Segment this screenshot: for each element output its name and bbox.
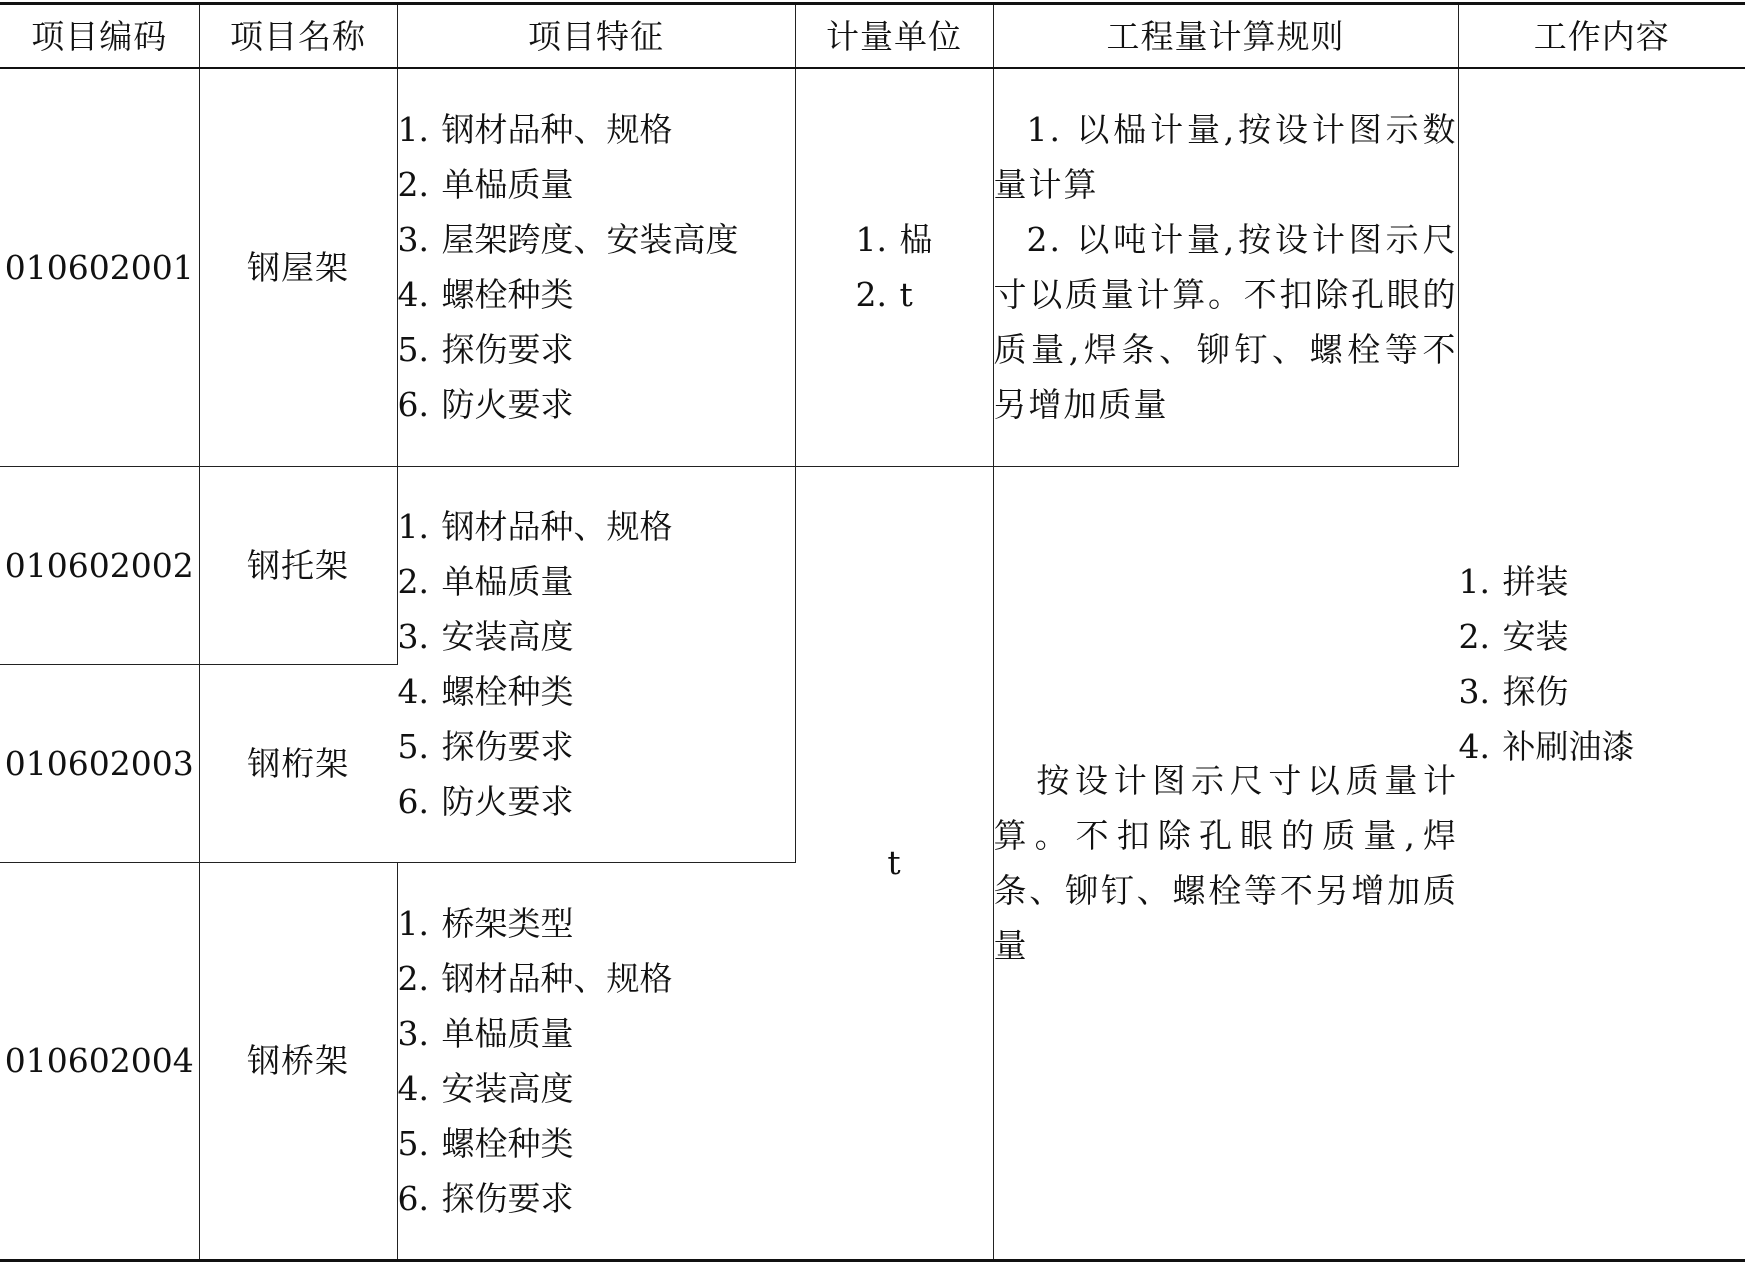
- work-list: [1459, 554, 1746, 774]
- rule-paragraph: 按设计图示尺寸以质量计算。不扣除孔眼的质量,焊条、铆钉、螺栓等不另增加质量: [993, 760, 1458, 965]
- list-item: 2. t: [855, 275, 913, 315]
- list-item: 2. 单榀质量: [397, 165, 574, 205]
- item-code: 010602002: [0, 466, 199, 664]
- header-unit: 计量单位: [795, 4, 993, 69]
- list-item: 5. 探伤要求: [397, 330, 574, 370]
- rule-paragraph: 2. 以吨计量,按设计图示尺寸以质量计算。不扣除孔眼的质量,焊条、铆钉、螺栓等不另增加质量: [993, 220, 1458, 425]
- list-item: 6. 探伤要求: [397, 1178, 574, 1218]
- list-item: 6. 防火要求: [397, 782, 574, 821]
- list-item: 5. 螺栓种类: [397, 1123, 574, 1163]
- list-item: 4. 补刷油漆: [1458, 726, 1635, 766]
- rule-paragraph: 1. 以榀计量,按设计图示数量计算: [993, 110, 1458, 205]
- list-item: 3. 探伤: [1458, 671, 1569, 711]
- table-row: [0, 68, 1745, 466]
- item-features: [397, 466, 795, 862]
- item-code: 010602004: [0, 862, 199, 1260]
- list-item: 1. 拼装: [1458, 561, 1569, 601]
- list-item: 5. 探伤要求: [397, 727, 574, 766]
- item-name: 钢桁架: [199, 664, 397, 862]
- list-item: 2. 钢材品种、规格: [397, 958, 673, 998]
- item-code: 010602003: [0, 664, 199, 862]
- item-unit: [795, 68, 993, 466]
- feature-list: [398, 499, 795, 829]
- list-item: 4. 安装高度: [397, 1068, 574, 1108]
- list-item: 3. 单榀质量: [397, 1013, 574, 1053]
- header-row: [0, 4, 1745, 69]
- list-item: 2. 安装: [1458, 616, 1569, 656]
- item-rule: [993, 68, 1458, 466]
- item-name: 钢桥架: [199, 862, 397, 1260]
- list-item: 3. 屋架跨度、安装高度: [397, 220, 739, 260]
- header-name: 项目名称: [199, 4, 397, 69]
- header-work: 工作内容: [1458, 4, 1745, 69]
- steel-truss-spec-table: [0, 2, 1745, 1262]
- item-features: [397, 862, 795, 1260]
- list-item: 4. 螺栓种类: [397, 275, 574, 315]
- header-rule: 工程量计算规则: [993, 4, 1458, 69]
- header-features: 项目特征: [397, 4, 795, 69]
- list-item: 1. 桥架类型: [397, 903, 574, 943]
- item-unit: t: [795, 466, 993, 1260]
- item-name: 钢托架: [199, 466, 397, 664]
- list-item: 1. 榀: [855, 220, 933, 260]
- list-item: 4. 螺栓种类: [397, 672, 574, 711]
- item-features: [397, 68, 795, 466]
- item-code: 010602001: [0, 68, 199, 466]
- unit-list: [856, 212, 933, 322]
- list-item: 1. 钢材品种、规格: [397, 110, 673, 150]
- list-item: 2. 单榀质量: [397, 562, 574, 601]
- item-rule: [993, 466, 1458, 1260]
- header-code: 项目编码: [0, 4, 199, 69]
- list-item: 1. 钢材品种、规格: [397, 507, 673, 546]
- item-work: [1458, 68, 1745, 1260]
- item-name: 钢屋架: [199, 68, 397, 466]
- feature-list: [398, 102, 795, 432]
- feature-list: [398, 896, 796, 1226]
- list-item: 6. 防火要求: [397, 385, 574, 425]
- list-item: 3. 安装高度: [397, 617, 574, 656]
